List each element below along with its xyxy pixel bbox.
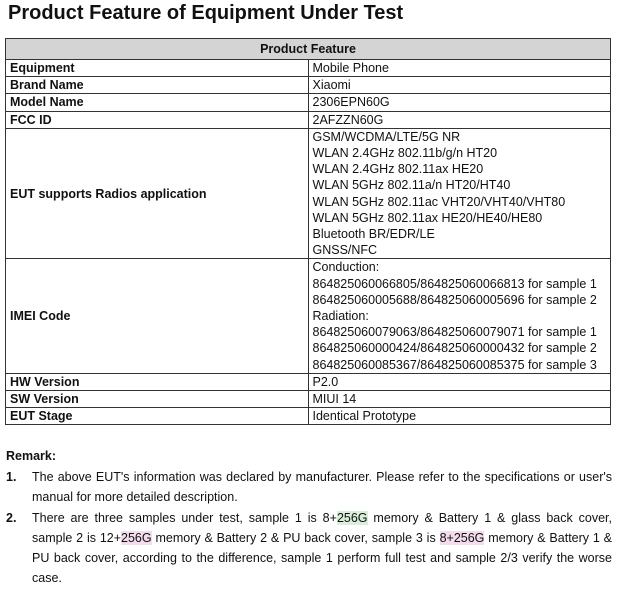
remark-text-part: There are three samples under test, sample 1 is 8+: [32, 510, 337, 525]
value-line: 864825060000424/864825060000432 for sample 2: [312, 341, 597, 356]
value-line: MIUI 14: [312, 392, 357, 407]
value-line: Identical Prototype: [312, 409, 417, 424]
value-line: Mobile Phone: [312, 61, 389, 75]
remark-text-part: memory & Battery 1 & PU back cover, according to the difference, sample 1 perform full test and sample 2/3 verify the worse case.: [32, 530, 613, 586]
page-title: Product Feature of Equipment Under Test: [8, 2, 404, 24]
value-line: 864825060005688/864825060005696 for sample 2: [312, 292, 597, 307]
row-label: Equipment: [6, 60, 309, 77]
value-line: WLAN 2.4GHz 802.11b/g/n HT20: [312, 146, 498, 161]
row-label: EUT Stage: [6, 408, 309, 425]
value-line: Conduction:: [312, 260, 380, 275]
remark-text-part: memory & Battery 1 & glass back cover, sample 2 is 12+: [32, 510, 612, 545]
value-line: 864825060079063/864825060079071 for sample 1: [312, 325, 597, 340]
value-line: WLAN 5GHz 802.11ac VHT20/VHT40/VHT80: [312, 194, 566, 209]
highlight-memory: 8+256G: [439, 530, 485, 545]
table-row: [6, 77, 611, 94]
value-line: 2AFZZN60G: [312, 112, 384, 127]
remark-number: 2.: [6, 510, 17, 525]
row-label: EUT supports Radios application: [6, 128, 309, 259]
row-label: SW Version: [6, 391, 309, 408]
table-row: [6, 60, 611, 77]
row-value: [308, 94, 611, 111]
highlight-memory: 256G: [336, 510, 368, 525]
row-value: [308, 77, 611, 94]
row-value: [308, 60, 611, 77]
value-line: 2306EPN60G: [312, 95, 390, 110]
row-label: Brand Name: [6, 77, 309, 94]
row-value: [308, 391, 611, 408]
value-line: P2.0: [312, 374, 339, 389]
row-value: [308, 373, 611, 390]
table-row: [6, 259, 611, 373]
value-line: 864825060085367/864825060085375 for sample 3: [312, 357, 597, 372]
table-row: [6, 94, 611, 111]
value-line: WLAN 2.4GHz 802.11ax HE20: [312, 162, 484, 177]
remark-number: 1.: [6, 470, 17, 484]
table-row: [6, 373, 611, 390]
remark-text-part: memory & Battery 2 & PU back cover, sample 3 is: [151, 530, 440, 545]
value-line: Xiaomi: [312, 78, 351, 93]
row-label: Model Name: [6, 94, 309, 111]
row-value: [308, 408, 611, 425]
table-row: [6, 128, 611, 259]
table-row: [6, 111, 611, 128]
row-label: FCC ID: [6, 111, 309, 128]
row-label: HW Version: [6, 373, 309, 390]
remark-text: The above EUT's information was declared by manufacturer. Please refer to the specifications or user's manual for more detailed description.: [32, 470, 612, 505]
table-header-row: [6, 39, 611, 60]
remark-item-2: [6, 508, 612, 589]
table-header: Product Feature: [6, 39, 611, 60]
row-value: [308, 111, 611, 128]
value-line: 864825060066805/864825060066813 for sample 1: [312, 276, 597, 291]
table-row: [6, 391, 611, 408]
value-line: WLAN 5GHz 802.11ax HE20/HE40/HE80: [312, 210, 543, 225]
row-value: [308, 259, 611, 373]
remark-item-1: [6, 467, 612, 508]
value-line: WLAN 5GHz 802.11a/n HT20/HT40: [312, 178, 511, 193]
row-label: IMEI Code: [6, 259, 309, 373]
table-row: [6, 408, 611, 425]
value-line: GSM/WCDMA/LTE/5G NR: [312, 129, 461, 144]
value-line: Bluetooth BR/EDR/LE: [312, 227, 435, 242]
row-value: [308, 128, 611, 259]
product-feature-table: [5, 38, 611, 425]
value-line: GNSS/NFC: [312, 243, 378, 258]
value-line: Radiation:: [312, 309, 369, 324]
highlight-memory: 256G: [121, 530, 152, 545]
remark-title: Remark:: [6, 449, 57, 463]
remark-list: [6, 467, 612, 589]
